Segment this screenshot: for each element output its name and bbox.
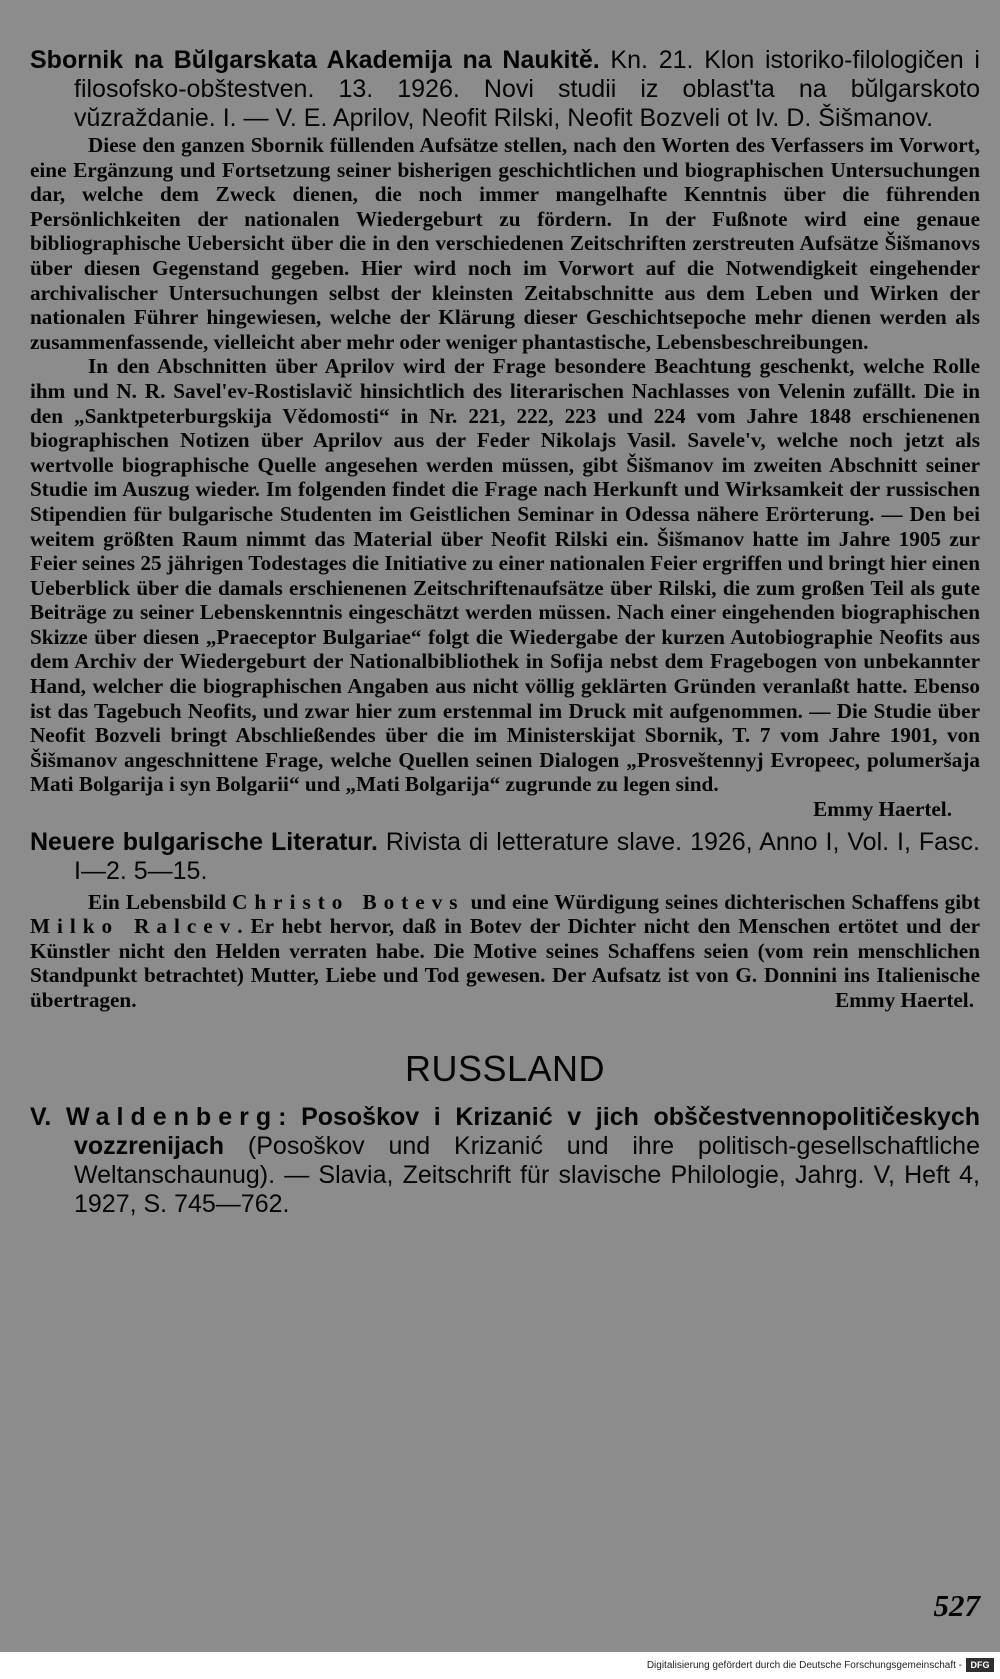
text-fragment: Ein Lebensbild: [88, 889, 233, 914]
text-fragment: und eine Würdigung seines dichterischen Schaffens gibt: [464, 889, 980, 914]
reviewer-signature: Emmy Haertel.: [813, 797, 952, 822]
review-paragraph: Diese den ganzen Sbornik füllenden Aufsätze stellen, nach den Worten des Verfassers im Vorwort, eine Ergänzung und Fortsetzung seiner bisherigen geschichtlichen und biographischen Untersuchungen dar, welche dem Zweck dienen, die noch immer mangelhafte Kenntnis über die führenden Persönlichkeiten der nationalen Wiedergeburt zu fördern. In der Fußnote wird eine genaue bibliographische Uebersicht über die in den verschiedenen Zeitschriften zerstreuten Aufsätze Šišmanovs über diesen Gegenstand gegeben. Hier wird noch im Vorwort auf die Notwendigkeit eingehender archivalischer Untersuchungen selbst der kleinsten Zeitabschnitte aus dem Leben und Wirken der nationalen Führer hingewiesen, welche der Klärung dieser Geschichtsepoche mehr dienen werden als zusammenfassende, vielleicht aber mehr oder weniger phantastische, Lebensbeschreibungen.: [30, 133, 980, 354]
section-title: RUSSLAND: [404, 1047, 606, 1089]
entry-heading-literatur: [30, 828, 980, 886]
author-prefix: V.: [30, 1102, 66, 1131]
text-fragment: . Er hebt hervor, daß in Botev der Dichter nicht den Menschen ertötet und der Künstler nicht den Helden verraten habe. Die Motive seines Schaffens seien (vom rein menschlichen Standpunkt betrachtet) Mutter, Liebe und Tod gewesen. Der Aufsatz ist von G. Donnini ins Italienische übertragen.: [30, 914, 980, 1012]
entry-heading-rest: Rivista di letterature slave. 1926, Anno I, Vol. I, Fasc. I—2. 5—15.: [74, 827, 981, 885]
dfg-logo: DFG: [966, 1658, 994, 1672]
footer-bar: [0, 1652, 1000, 1679]
person-name: Christo Botevs: [232, 889, 465, 914]
entry-heading-waldenberg: [30, 1103, 980, 1219]
reviewer-signature: Emmy Haertel.: [835, 988, 974, 1012]
entry-heading-lead: Neuere bulgarische Literatur.: [30, 827, 378, 856]
entry-heading-lead: Sbornik na Bŭlgarskata Akademija na Naukitě.: [30, 46, 600, 74]
author-name: Waldenberg: [65, 1102, 279, 1131]
entry-heading-rest: Kn. 21. Klon istoriko-filologičen i filosofsko-obštestven. 13. 1926. Novi studii iz oblast'ta na bŭlgarskoto vŭzraždanie. I. — V. E. Aprilov, Neofit Rilski, Neofit Bozveli ot Iv. D. Šišmanov.: [74, 46, 980, 132]
entry-heading-rest: (Posoškov und Krizanić und ihre politisch-gesellschaftliche Weltanschaunug). — Slavia, Zeitschrift für slavische Philologie, Jahrg. V, Heft 4, 1927, S. 745—762.: [74, 1131, 980, 1218]
entry-heading-sbornik: [30, 46, 980, 133]
review-paragraph: [30, 890, 980, 1013]
review-paragraph: In den Abschnitten über Aprilov wird der Frage besondere Beachtung geschenkt, welche Rolle ihm und N. R. Savel'ev-Rostislavič hinsichtlich des literarischen Nachlasses von Velenin zufällt. Die in den „Sanktpeterburgskija Vědomosti“ in Nr. 221, 222, 223 und 224 vom Jahre 1848 erschienenen biographischen Notizen über Aprilov aus der Feder Nikolajs Vasil. Savele'v, welche noch jetzt als wertvolle biographische Quelle angesehen werden müssen, gibt Šišmanov im zweiten Abschnitt seiner Studie im Auszug wieder. Im folgenden findet die Frage nach Herkunft und Wirksamkeit der russischen Stipendien für bulgarische Studenten im Geistlichen Seminar in Odessa nähere Erörterung. — Den bei weitem größten Raum nimmt das Material über Neofit Rilski ein. Šišmanov hatte im Jahre 1905 zur Feier seines 25 jährigen Todestages die Initiative zu einer nationalen Feier ergriffen und bringt hier einen Ueberblick über die damals erschienenen Zeitschriftenaufsätze über Rilski, die zum großen Teil als gute Beiträge zu seiner Lebenskenntnis eingeschätzt werden müssen. Nach einer eingehenden biographischen Skizze über diesen „Praeceptor Bulgariae“ folgt die Wiedergabe der kurzen Autobiographie Neofits aus dem Archiv der Wiedergeburt der Nationalbibliothek in Sofija nebst dem Fragebogen von unbekannter Hand, welcher die biographischen Angaben aus nicht völlig geklärten Gründen veranlaßt hatte. Ebenso ist das Tagebuch Neofits, und zwar hier zum erstenmal im Druck mit aufgenommen. — Die Studie über Neofit Bozveli bringt Abschließendes über die im Ministerskijat Sbornik, T. 7 vom Jahre 1901, von Šišmanov angeschnittene Frage, welche Quellen seinen Dialogen „Prosveštennyj Evropeec, polumeršaja Mati Bolgarija i syn Bolgarii“ und „Mati Bolgarija“ zugrunde zu legen sind.: [30, 354, 980, 797]
person-name: Milko Ralcev: [30, 914, 238, 939]
funding-note: Digitalisierung gefördert durch die Deutsche Forschungsgemeinschaft -: [646, 1660, 962, 1671]
work-title: : Posoškov i Krizanić v jich obščestvennopolitičeskych vozzrenijach: [74, 1102, 980, 1160]
page-number: 527: [933, 1588, 980, 1623]
